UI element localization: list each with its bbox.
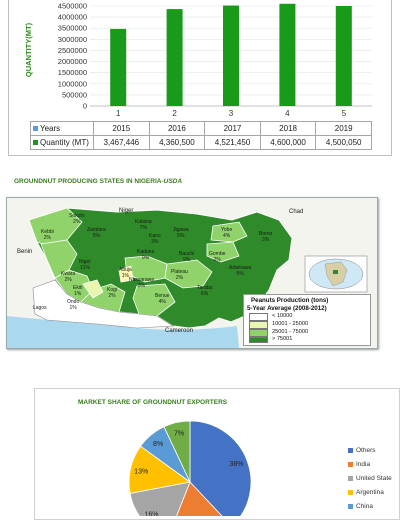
y-tick-label: 1000000	[57, 79, 87, 89]
x-tick-label: 4	[285, 109, 290, 118]
legend-swatch	[348, 504, 353, 509]
legend-subtitle: 5-Year Average (2008-2012)	[247, 305, 327, 312]
y-tick-label: 2000000	[57, 57, 87, 67]
state-label-zamfara: Zamfara 5%	[87, 227, 106, 239]
pie-data-label: 13%	[134, 468, 149, 476]
legend-item-india: India	[348, 461, 370, 468]
state-label-gombe: Gombe 2%	[209, 251, 226, 263]
legend-swatch	[348, 462, 353, 467]
state-label-ondo: Ondo 1%	[67, 299, 80, 311]
map-section-title	[14, 178, 182, 185]
table-cell: 4,521,450	[205, 136, 261, 150]
state-label-yobe: Yobe 4%	[221, 227, 233, 239]
legend-swatch	[348, 448, 353, 453]
state-label-kaduna: Kaduna 9%	[137, 249, 155, 261]
state-label-nassarawa: Nassarawa 3%	[129, 277, 155, 289]
y-tick-label: 2500000	[57, 45, 87, 55]
table-cell: 2018	[260, 122, 316, 136]
table-cell: 2016	[149, 122, 205, 136]
country-label-chad: Chad	[289, 209, 304, 215]
pie-data-label: 38%	[229, 461, 244, 469]
pie-data-label: 7%	[174, 430, 185, 438]
pie-data-label: 16%	[144, 511, 159, 516]
map-legend	[243, 294, 371, 346]
quantity-bar-chart	[0, 0, 400, 160]
row-label: Quantity (MT)	[40, 138, 89, 147]
legend-item-label: < 10000	[272, 313, 293, 319]
state-label-sokoto: Sokoto 2%	[69, 213, 85, 225]
table-cell: 4,360,500	[149, 136, 205, 150]
state-label-kano: Kano 3%	[149, 233, 161, 245]
x-tick-label: 1	[115, 109, 121, 118]
pie-data-label: 8%	[153, 440, 164, 448]
legend-item-argentina: Argentina	[348, 489, 384, 496]
state-label-borno: Borno 3%	[259, 231, 273, 243]
legend-item-label: > 75001	[272, 336, 293, 342]
x-tick-label: 2	[172, 109, 177, 118]
country-label-benin: Benin	[17, 249, 33, 255]
bar-4	[279, 4, 295, 106]
bar-2	[167, 9, 183, 106]
country-label-cameroon: Cameroon	[165, 328, 194, 334]
legend-item-china: China	[348, 503, 373, 510]
state-label-taraba: Taraba 6%	[197, 285, 213, 297]
exporters-chart-title: MARKET SHARE OF GROUNDNUT EXPORTERS	[78, 399, 228, 406]
x-tick-label: 5	[341, 109, 347, 118]
legend-swatch	[348, 476, 353, 481]
row-header	[31, 136, 94, 150]
state-label-lagos: Lagos	[33, 305, 47, 311]
state-label-jigawa: Jigawa 5%	[173, 227, 189, 239]
y-tick-label: 0	[82, 101, 87, 111]
table-cell: 4,600,000	[260, 136, 316, 150]
state-label-abuja: Abuja 1%	[119, 267, 132, 279]
legend-item-others: Others	[348, 447, 376, 454]
state-label-ekiti: Ekiti 1%	[73, 285, 83, 297]
x-axis-tick-labels	[116, 109, 347, 118]
country-label-niger: Niger	[119, 208, 134, 214]
map-title-source: USDA	[163, 178, 183, 185]
bar-1	[110, 29, 126, 106]
row-label: Years	[40, 124, 61, 133]
y-tick-label: 3500000	[57, 23, 87, 33]
state-label-kogi: Kogi 2%	[107, 287, 118, 299]
chart-bars	[110, 4, 352, 106]
nigeria-map-panel	[6, 197, 378, 349]
data-table	[30, 121, 372, 150]
legend-swatch	[249, 313, 268, 321]
state-label-kebbi: Kebbi 2%	[41, 229, 54, 241]
legend-item-united-state: United State	[348, 475, 392, 482]
y-axis-label: QUANTITY(MT)	[24, 22, 33, 78]
table-cell: 4,500,050	[316, 136, 372, 150]
row-header	[31, 122, 94, 136]
bar-3	[223, 6, 239, 106]
bar-5	[336, 6, 352, 106]
exporters-pie-chart	[34, 388, 398, 516]
state-label-plateau: Plateau 2%	[171, 269, 188, 281]
legend-swatch	[249, 337, 268, 343]
legend-swatch	[249, 329, 268, 337]
state-label-benue: Benue 4%	[155, 293, 170, 305]
quantity-swatch	[33, 140, 38, 145]
y-axis-tick-labels	[58, 2, 87, 111]
legend-item-label: 25001 - 75000	[272, 329, 309, 335]
table-cell: 2015	[94, 122, 150, 136]
years-swatch	[33, 126, 38, 131]
legend-swatch	[348, 490, 353, 495]
y-tick-label: 4000000	[57, 12, 87, 22]
y-tick-label: 500000	[61, 90, 87, 100]
y-tick-label: 1500000	[57, 68, 87, 78]
table-row	[31, 122, 372, 136]
y-tick-label: 4500000	[57, 1, 87, 11]
y-tick-label: 3000000	[57, 34, 87, 44]
legend-title: Peanuts Production (tons)	[251, 297, 329, 304]
state-label-bauchi: Bauchi 9%	[179, 251, 195, 263]
table-cell: 2017	[205, 122, 261, 136]
table-cell: 2019	[316, 122, 372, 136]
table-cell: 3,467,446	[94, 136, 150, 150]
legend-item-label: 10001 - 25000	[272, 321, 309, 327]
state-label-kwara: Kwara 2%	[61, 271, 76, 283]
legend-swatch	[249, 321, 268, 329]
state-label-niger: Niger 11%	[79, 259, 91, 271]
x-tick-label: 3	[228, 109, 234, 118]
state-label-adamawa: Adamawa 5%	[229, 265, 252, 277]
state-label-katsina: Katsina 7%	[135, 219, 152, 231]
map-title-text: GROUNDNUT PRODUCING STATES IN NIGERIA-	[14, 178, 164, 185]
table-row	[31, 136, 372, 150]
